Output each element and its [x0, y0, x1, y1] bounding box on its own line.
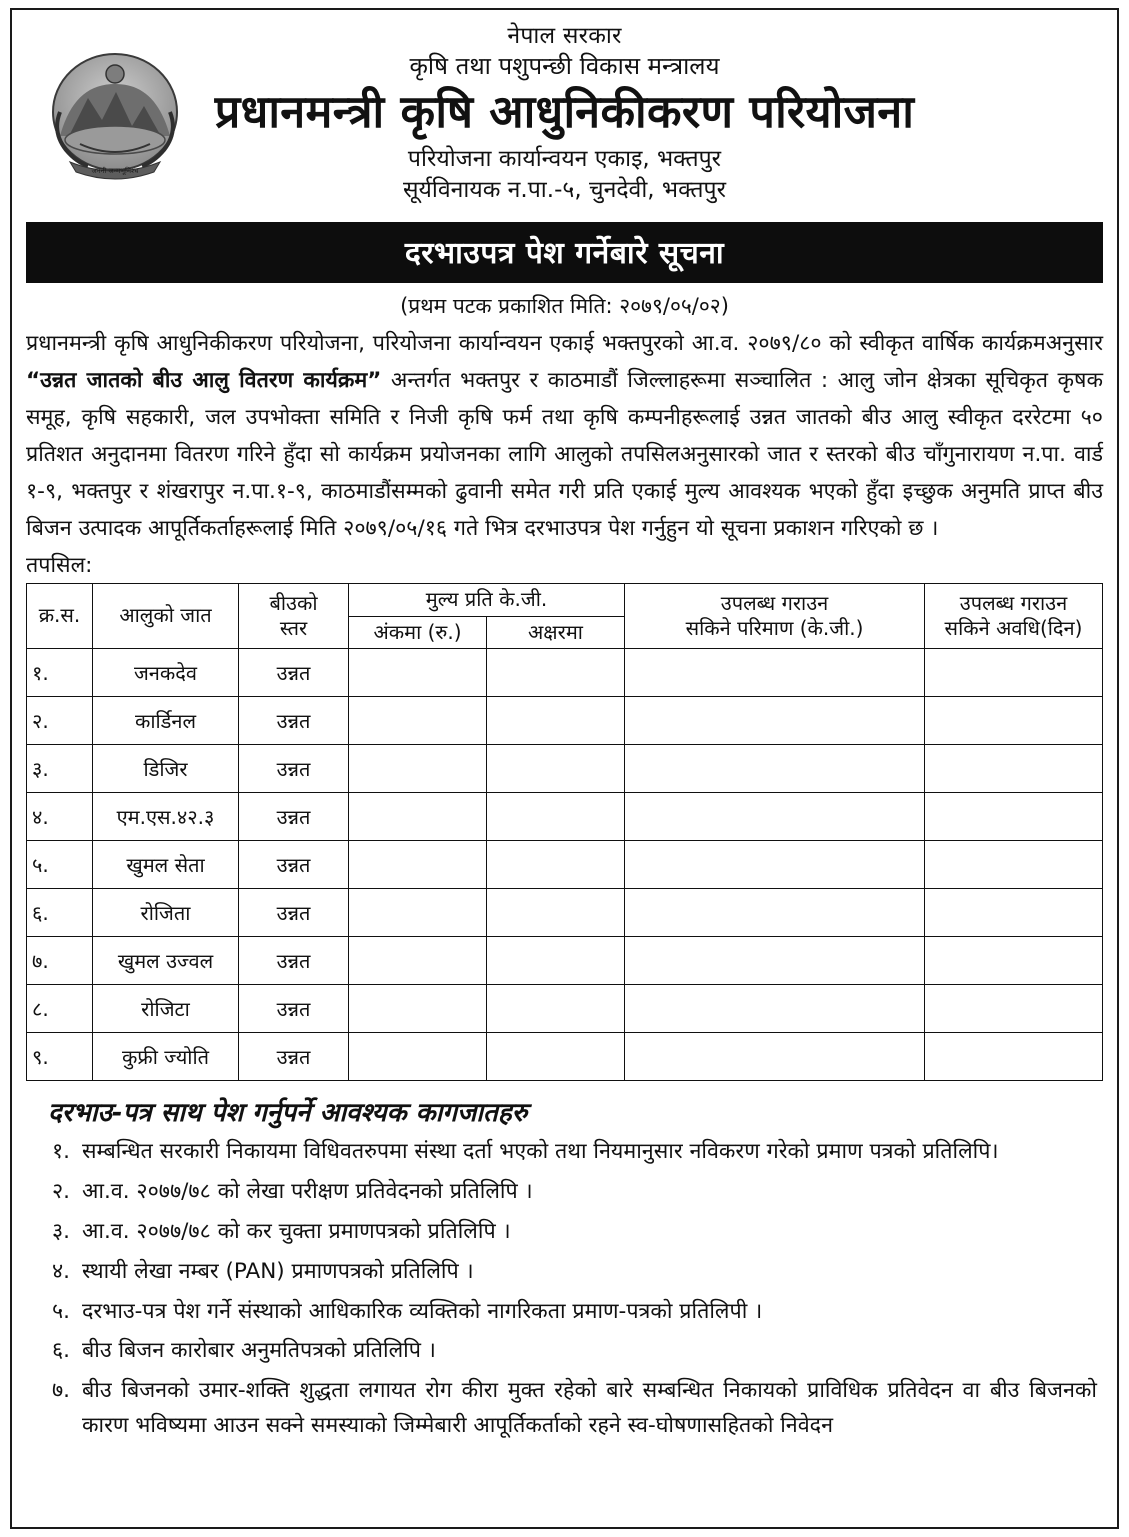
document-header	[26, 18, 1103, 208]
table-row	[27, 745, 1103, 793]
cell-duration[interactable]	[925, 937, 1103, 985]
list-item	[52, 1295, 1097, 1330]
cell-variety: डिजिर	[93, 745, 239, 793]
cell-duration[interactable]	[925, 649, 1103, 697]
table-row	[27, 841, 1103, 889]
cell-price-figures[interactable]	[349, 841, 487, 889]
header-level-line2: स्तर	[279, 616, 308, 641]
cell-price-figures[interactable]	[349, 793, 487, 841]
cell-price-words[interactable]	[487, 985, 625, 1033]
header-level-line1: बीउको	[269, 590, 318, 615]
cell-quantity[interactable]	[625, 793, 925, 841]
page-title: प्रधानमन्त्री कृषि आधुनिकीकरण परियोजना	[214, 84, 915, 138]
header-duration-line1: उपलब्ध गराउन	[959, 590, 1068, 615]
cell-quantity[interactable]	[625, 841, 925, 889]
cell-duration[interactable]	[925, 841, 1103, 889]
cell-quantity[interactable]	[625, 889, 925, 937]
header-level	[239, 584, 349, 649]
cell-variety: खुमल उज्वल	[93, 937, 239, 985]
publish-date: (प्रथम पटक प्रकाशित मिति: २०७९/०५/०२)	[400, 294, 729, 319]
cell-level: उन्नत	[239, 697, 349, 745]
cell-price-words[interactable]	[487, 937, 625, 985]
list-item	[52, 1374, 1097, 1444]
seed-potato-table	[26, 583, 1103, 1081]
cell-quantity[interactable]	[625, 937, 925, 985]
cell-price-words[interactable]	[487, 745, 625, 793]
cell-price-figures[interactable]	[349, 649, 487, 697]
table-row	[27, 793, 1103, 841]
cell-variety: रोजिता	[93, 889, 239, 937]
required-documents-title: दरभाउ-पत्र साथ पेश गर्नुपर्ने आवश्यक कागजातहरु	[48, 1098, 528, 1129]
cell-quantity[interactable]	[625, 745, 925, 793]
cell-duration[interactable]	[925, 889, 1103, 937]
cell-quantity[interactable]	[625, 985, 925, 1033]
required-documents-list	[26, 1135, 1103, 1444]
nepal-government-emblem-icon	[40, 40, 190, 190]
cell-duration[interactable]	[925, 697, 1103, 745]
cell-level: उन्नत	[239, 937, 349, 985]
notice-part-2: अन्तर्गत भक्तपुर र काठमाडौं जिल्लाहरूमा सञ्चालित : आलु जोन क्षेत्रका सूचिकृत कृषक समूह, कृषि सहकारी, जल उपभोक्ता समिति र निजी कृषि फर्म तथा कृषि कम्पनीहरूलाई उन्नत जातको बीउ आलु स्वीकृत दररेटमा ५० प्रतिशत अनुदानमा वितरण गरिने हुँदा सो कार्यक्रम प्रयोजनका लागि आलुको तपसिलअनुसारको जात र स्तरको बीउ चाँगुनारायण न.पा. वार्ड १-९, भक्तपुर र शंखरापुर न.पा.१-९, काठमाडौंसम्मको ढुवानी समेत गरी प्रति एकाई मुल्य आवश्यक भएको हुँदा इच्छुक अनुमति प्राप्त बीउ बिजन उत्पादक आपूर्तिकर्ताहरूलाई मिति २०७९/०५/१६ गते भित्र दरभाउपत्र पेश गर्नुहुन यो सूचना प्रकाशन गरिएको छ ।	[26, 368, 1103, 542]
cell-sn: १.	[27, 649, 93, 697]
header-sn: क्र.स.	[27, 584, 93, 649]
header-price-group: मुल्य प्रति के.जी.	[349, 584, 625, 617]
cell-price-figures[interactable]	[349, 1033, 487, 1081]
cell-sn: ३.	[27, 745, 93, 793]
table-row	[27, 697, 1103, 745]
cell-sn: ५.	[27, 841, 93, 889]
cell-sn: २.	[27, 697, 93, 745]
list-item-number: ६.	[52, 1338, 71, 1364]
list-item	[52, 1255, 1097, 1290]
header-quantity	[625, 584, 925, 649]
header-duration-line2: सकिने अवधि(दिन)	[944, 616, 1083, 641]
cell-price-figures[interactable]	[349, 937, 487, 985]
table-row	[27, 649, 1103, 697]
government-line: नेपाल सरकार	[507, 23, 622, 49]
cell-variety: एम.एस.४२.३	[93, 793, 239, 841]
cell-duration[interactable]	[925, 745, 1103, 793]
list-item	[52, 1215, 1097, 1250]
list-item-number: ७.	[52, 1378, 71, 1404]
notice-part-1: प्रधानमन्त्री कृषि आधुनिकीकरण परियोजना, परियोजना कार्यान्वयन एकाई भक्तपुरको आ.व. २०७९/८० को स्वीकृत वार्षिक कार्यक्रमअनुसार	[26, 331, 1103, 357]
list-item	[52, 1175, 1097, 1210]
cell-price-figures[interactable]	[349, 697, 487, 745]
list-item-text: दरभाउ-पत्र पेश गर्ने संस्थाको आधिकारिक व्यक्तिको नागरिकता प्रमाण-पत्रको प्रतिलिपी ।	[82, 1298, 763, 1324]
header-duration	[925, 584, 1103, 649]
cell-variety: जनकदेव	[93, 649, 239, 697]
list-item-number: २.	[52, 1179, 71, 1205]
cell-price-words[interactable]	[487, 649, 625, 697]
cell-variety: कुफ्री ज्योति	[93, 1033, 239, 1081]
list-item-number: १.	[52, 1139, 71, 1165]
cell-quantity[interactable]	[625, 697, 925, 745]
list-item-text: स्थायी लेखा नम्बर (PAN) प्रमाणपत्रको प्रतिलिपि ।	[82, 1258, 474, 1284]
cell-price-figures[interactable]	[349, 985, 487, 1033]
ministry-line: कृषि तथा पशुपन्छी विकास मन्त्रालय	[409, 51, 720, 80]
header-quantity-line1: उपलब्ध गराउन	[720, 590, 829, 615]
list-item	[52, 1135, 1097, 1170]
cell-sn: ९.	[27, 1033, 93, 1081]
notice-highlight: “उन्नत जातको बीउ आलु वितरण कार्यक्रम”	[26, 368, 382, 394]
cell-price-words[interactable]	[487, 793, 625, 841]
notice-banner-title: दरभाउपत्र पेश गर्नेबारे सूचना	[26, 222, 1103, 283]
cell-quantity[interactable]	[625, 649, 925, 697]
cell-sn: ४.	[27, 793, 93, 841]
notice-paragraph	[26, 326, 1103, 548]
cell-quantity[interactable]	[625, 1033, 925, 1081]
cell-price-figures[interactable]	[349, 889, 487, 937]
cell-price-figures[interactable]	[349, 745, 487, 793]
list-item-number: ३.	[52, 1218, 71, 1244]
cell-level: उन्नत	[239, 841, 349, 889]
cell-variety: रोजिटा	[93, 985, 239, 1033]
cell-level: उन्नत	[239, 745, 349, 793]
header-quantity-line2: सकिने परिमाण (के.जी.)	[685, 616, 864, 641]
cell-duration[interactable]	[925, 985, 1103, 1033]
cell-variety: कार्डिनल	[93, 697, 239, 745]
cell-price-words[interactable]	[487, 697, 625, 745]
cell-price-words[interactable]	[487, 889, 625, 937]
cell-level: उन्नत	[239, 985, 349, 1033]
list-item-text: आ.व. २०७७/७८ को लेखा परीक्षण प्रतिवेदनको प्रतिलिपि ।	[82, 1179, 533, 1205]
list-item-text: सम्बन्धित सरकारी निकायमा विधिवतरुपमा संस्था दर्ता भएको तथा नियमानुसार नविकरण गरेको प्रमाण पत्रको प्रतिलिपि।	[82, 1139, 999, 1165]
header-price-figures: अंकमा (रु.)	[349, 616, 487, 649]
list-item-text: बीउ बिजनको उमार-शक्ति शुद्धता लगायत रोग कीरा मुक्त रहेको बारे सम्बन्धित निकायको प्राविधिक प्रतिवेदन वा बीउ बिजनको कारण भविष्यमा आउन सक्ने समस्याको जिम्मेबारी आपूर्तिकर्ताको रहने स्व-घोषणासहितको निवेदन	[82, 1378, 1097, 1439]
list-item	[52, 1334, 1097, 1369]
cell-sn: ६.	[27, 889, 93, 937]
tapasil-label: तपसिल:	[26, 553, 93, 579]
table-row	[27, 937, 1103, 985]
cell-sn: ७.	[27, 937, 93, 985]
table-row	[27, 1033, 1103, 1081]
cell-price-words[interactable]	[487, 1033, 625, 1081]
list-item-number: ५.	[52, 1298, 71, 1324]
cell-level: उन्नत	[239, 793, 349, 841]
cell-price-words[interactable]	[487, 841, 625, 889]
cell-variety: खुमल सेता	[93, 841, 239, 889]
table-header-row-1	[27, 584, 1103, 617]
table-row	[27, 889, 1103, 937]
svg-text:जननी जन्मभूमिश्च: जननी जन्मभूमिश्च	[91, 167, 139, 175]
table-body	[27, 649, 1103, 1081]
address-line: सूर्यविनायक न.पा.-५, चुनदेवी, भक्तपुर	[403, 177, 726, 204]
list-item-text: आ.व. २०७७/७८ को कर चुक्ता प्रमाणपत्रको प्रतिलिपि ।	[82, 1218, 511, 1244]
cell-sn: ८.	[27, 985, 93, 1033]
cell-level: उन्नत	[239, 1033, 349, 1081]
list-item-text: बीउ बिजन कारोबार अनुमतिपत्रको प्रतिलिपि ।	[82, 1338, 436, 1364]
header-price-words: अक्षरमा	[487, 616, 625, 649]
cell-level: उन्नत	[239, 889, 349, 937]
list-item-number: ४.	[52, 1258, 71, 1284]
implementation-unit-line: परियोजना कार्यान्वयन एकाइ, भक्तपुर	[407, 146, 722, 173]
cell-duration[interactable]	[925, 1033, 1103, 1081]
header-variety: आलुको जात	[93, 584, 239, 649]
cell-duration[interactable]	[925, 793, 1103, 841]
table-row	[27, 985, 1103, 1033]
cell-level: उन्नत	[239, 649, 349, 697]
